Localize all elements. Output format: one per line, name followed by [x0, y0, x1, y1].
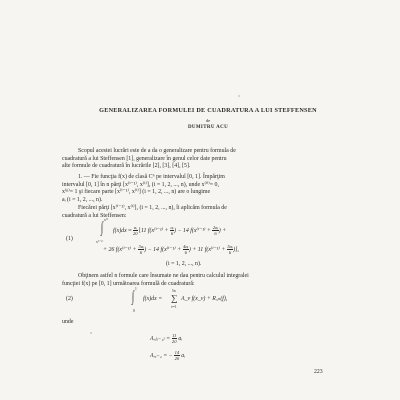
- author-name: DUMITRU ACU: [187, 125, 229, 130]
- eq3: A₅₍ᵢ₋₁₎ = $\frac{11}{20}$ aᵢ: [150, 333, 183, 344]
- section-line: Obţinem astfel n formule care însumate ne dau pentru calculul integralei: [78, 273, 249, 279]
- fraction: $\frac{\text{5aᵢ}}{6}$: [227, 244, 233, 255]
- section-line: Fiecărei părţi [x⁽ⁱ⁻¹⁾, x⁽ⁱ⁾], (i = 1, 2, ..., n), îi aplicăm formula de: [78, 205, 227, 211]
- section-line: x⁽ⁿ⁾= 1 şi fiecare parte [x⁽ⁱ⁻¹⁾, x⁽ⁱ⁾] (i = 1, 2, ..., n) are o lungime: [62, 189, 211, 195]
- equation-1-number: (1): [66, 236, 73, 242]
- sum-lower-limit: v=1: [171, 305, 177, 309]
- section-line: aᵢ (i = 1, 2, ..., n).: [62, 196, 103, 203]
- equation-2-number: (2): [66, 296, 73, 302]
- intro-line: alte formule de cuadratură în lucrările [2], [3], [4], [5].: [62, 163, 191, 169]
- integral-sign: ∫: [100, 220, 104, 236]
- where-label: unde: [62, 319, 74, 325]
- eq1-line1-start: f(x)dx ≈: [113, 227, 132, 234]
- section-1-paragraph: [62, 174, 362, 204]
- sum-upper-limit: 5n: [172, 289, 176, 293]
- eq1-upper-limit: x⁽ⁱ⁾: [104, 218, 109, 222]
- eq1-lower-limit: x⁽ⁱ⁻¹⁾: [96, 240, 104, 244]
- intro-line: Scopul acestei lucrări este de a da o generalizare pentru formula de: [78, 148, 236, 154]
- fraction: $\frac{\text{2aᵢ}}{6}$: [212, 225, 219, 236]
- eq4: A₅ᵢ₋₄ = − $\frac{14}{20}$ aᵢ: [150, 350, 186, 361]
- paper-speck: [90, 332, 92, 334]
- eq2-lhs: f(x)dx =: [143, 296, 163, 302]
- section-line: cuadratură a lui Steffensen:: [62, 212, 127, 219]
- eq1-range: (i = 1, 2, ..., n).: [166, 261, 202, 267]
- eq2-upper-limit: 1: [135, 287, 137, 291]
- page-number: 223: [314, 369, 323, 375]
- sum-sign: ∑: [171, 293, 178, 303]
- fraction: $\frac{\text{aᵢ}}{6}$: [170, 225, 174, 236]
- section-line: funcţiei f(x) pe [0, 1] următoarea formulă de cuadratură:: [62, 280, 195, 287]
- author-preposition: de: [205, 118, 211, 123]
- integral-sign: ∫: [131, 289, 135, 305]
- eq1-line1: f(x)dx ≈ $\frac{\text{aᵢ}}{20}$ [11 f(x⁽ⁱ⁻¹⁾ + $\frac{\text{aᵢ}}{6}$ ) − 14 f(x⁽ⁱ⁻¹⁾ + $\frac{\text{2aᵢ}}{6}$ ) +: [113, 225, 227, 236]
- section-line: 1. — Fie funcţia f(x) de clasă C⁶ pe intervalul [0, 1]. Împărţim: [78, 174, 225, 180]
- fraction: $\frac{\text{3aᵢ}}{6}$: [138, 244, 144, 255]
- eq2-lower-limit: 0: [133, 309, 135, 313]
- intro-paragraph: [62, 148, 362, 171]
- eq1-line2: + 26 f(x⁽ⁱ⁻¹⁾ + $\frac{\text{3aᵢ}}{6}$ ) − 14 f(x⁽ⁱ⁻¹⁾ + $\frac{\text{4aᵢ}}{6}$ ) + 11 f(x⁽ⁱ⁻¹⁾ + $\frac{\text{5aᵢ}}{6}$ )],: [103, 244, 239, 255]
- article-title: GENERALIZAREA FORMULEI DE CUADRATURA A LUI STEFFENSEN: [99, 107, 317, 114]
- paper-speck: [238, 95, 240, 97]
- fraction: $\frac{11}{20}$: [171, 333, 177, 344]
- fraction: $\frac{14}{20}$: [174, 350, 180, 361]
- section-2-paragraph: [62, 273, 362, 288]
- fraction: $\frac{\text{aᵢ}}{20}$: [132, 225, 138, 236]
- section-line: intervalul [0, 1] în n părţi [x⁽ⁱ⁻¹⁾, x⁽ⁱ⁾], (i = 1, 2, ..., n), unde x⁽⁰⁾= 0,: [62, 181, 219, 188]
- fraction: $\frac{\text{4aᵢ}}{6}$: [183, 244, 189, 255]
- intro-line: cuadratură a lui Steffensen [1], generalizare în genul celor date pentru: [62, 155, 227, 162]
- eq2-rhs: A_v f(x_v) + R₅ₙ(f),: [181, 296, 228, 302]
